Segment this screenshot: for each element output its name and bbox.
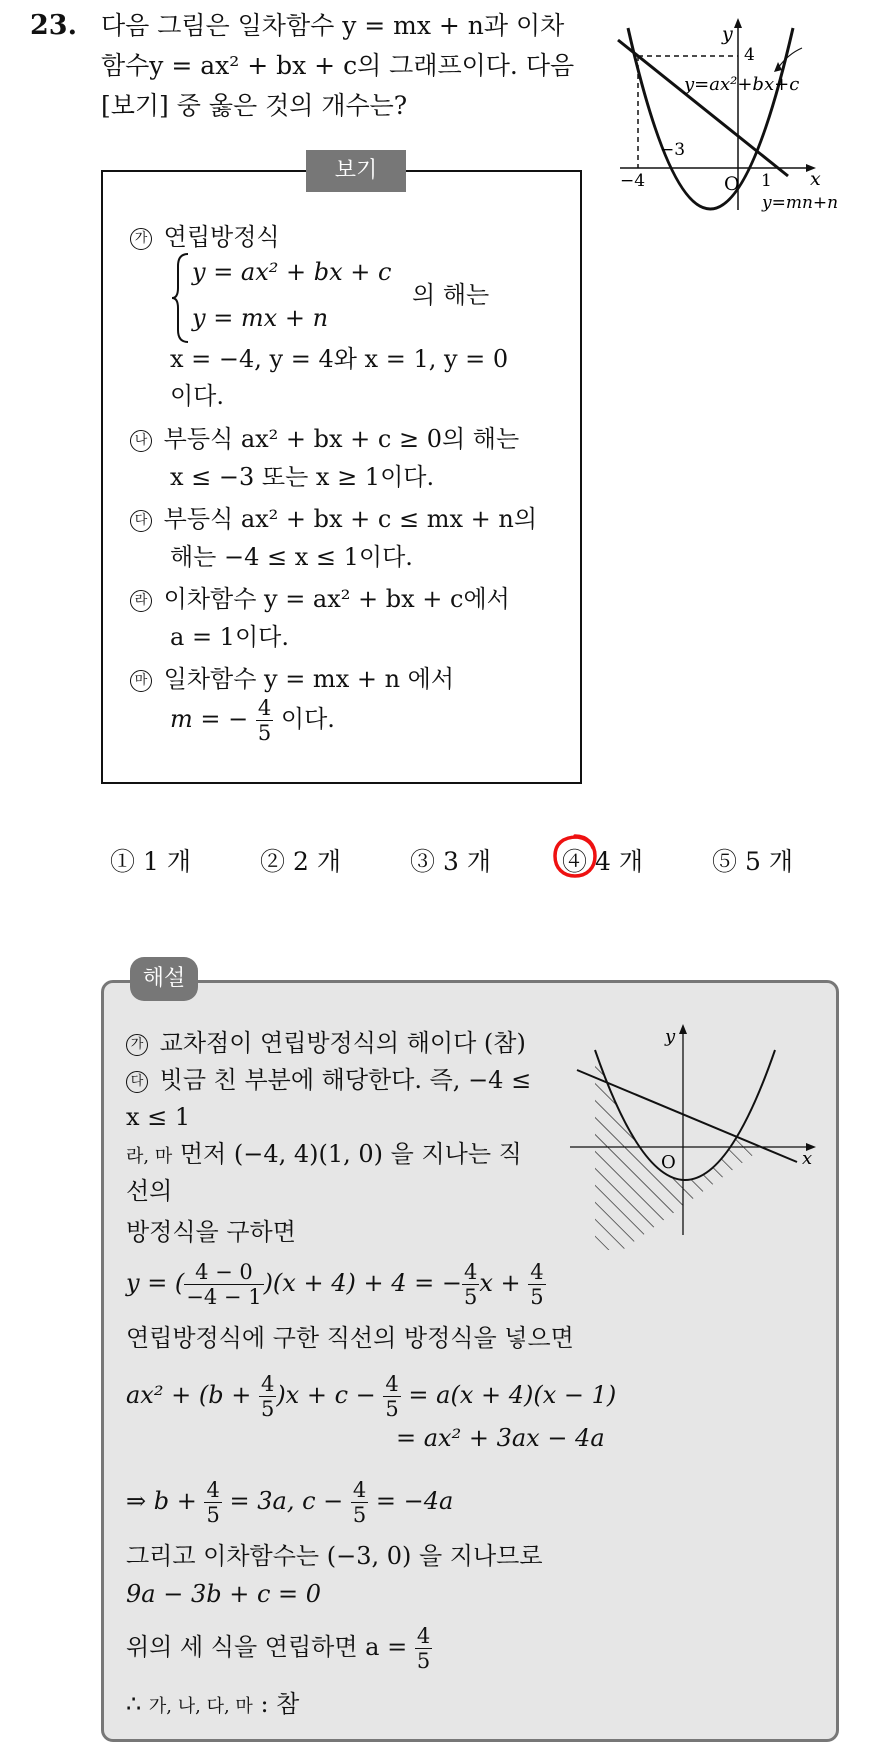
choice-4-marker: ④ <box>562 847 588 876</box>
item-ga <box>130 218 280 256</box>
sol-line-9 <box>126 1372 616 1421</box>
sol-l15-b: : 참 <box>260 1690 300 1718</box>
sol-l7-a: y = ( <box>126 1269 185 1297</box>
marker-ga: 가 <box>130 228 152 250</box>
question-line-3: [보기] 중 옳은 것의 개수는? <box>101 91 408 120</box>
sol-l7-d3: 5 <box>530 1285 544 1309</box>
item-da-line1: 부등식 ax² + bx + c ≤ mx + n의 <box>163 505 538 533</box>
sol-l9-frac2 <box>383 1372 400 1421</box>
bogi-title: 보기 <box>306 150 406 192</box>
ma-num: 4 <box>257 696 272 720</box>
sol-l11-n1: 4 <box>206 1478 220 1502</box>
sol-l9-d1: 5 <box>260 1397 275 1421</box>
choice-1-text: 1 개 <box>142 847 191 876</box>
tick-neg3-label: −3 <box>660 140 686 160</box>
sol-line-5: 선의 <box>126 1177 173 1205</box>
item-ga-line3: 이다. <box>170 382 224 410</box>
sol-l7-d1: −4 − 1 <box>186 1285 262 1309</box>
choice-3-marker: ③ <box>410 847 436 876</box>
sol-line-13: 9a − 3b + c = 0 <box>126 1580 322 1608</box>
sol-l7-b: )(x + 4) + 4 = − <box>263 1269 462 1297</box>
item-na-line2: x ≤ −3 또는 x ≥ 1이다. <box>170 463 435 491</box>
choice-3-text: 3 개 <box>442 847 491 876</box>
item-ga-suffix: 의 해는 <box>412 281 490 309</box>
sol-l14-n: 4 <box>416 1624 431 1648</box>
sol-l9-n1: 4 <box>260 1372 275 1396</box>
choice-5[interactable] <box>712 842 793 878</box>
sol-line-1 <box>126 1025 526 1061</box>
solution-graph <box>565 1020 830 1250</box>
sol-l11-frac2 <box>351 1478 368 1527</box>
marker-na: 나 <box>130 430 152 452</box>
sol-line-10: = ax² + 3ax − 4a <box>396 1424 605 1452</box>
item-na-line1: 부등식 ax² + bx + c ≥ 0의 해는 <box>163 425 520 453</box>
sol-l14-d: 5 <box>416 1649 431 1673</box>
sol-l2: 빗금 친 부분에 해당한다. 즉, −4 ≤ <box>159 1066 532 1094</box>
sol-line-12: 그리고 이차함수는 (−3, 0) 을 지나므로 <box>126 1542 543 1570</box>
choice-5-marker: ⑤ <box>712 847 738 876</box>
sol-line-6: 방정식을 구하면 <box>126 1218 296 1246</box>
item-ra <box>130 580 510 618</box>
sol-l11-c: = −4a <box>375 1487 454 1515</box>
question-line-1: 다음 그림은 일차함수 y = mx + n과 이차 <box>101 11 565 40</box>
sol-l7-frac2 <box>462 1260 479 1309</box>
choice-2-text: 2 개 <box>292 847 341 876</box>
graph-x-label: x <box>810 168 821 190</box>
sol-y-arrow <box>679 1024 687 1034</box>
sol-l7-n1: 4 − 0 <box>184 1260 263 1285</box>
marker-ma: 마 <box>130 670 152 692</box>
sol-y-label: y <box>665 1026 676 1047</box>
line-label: y=mn+n <box>762 193 839 213</box>
sol-l14-frac <box>415 1624 432 1673</box>
sol-l9-a: ax² + (b + <box>126 1381 252 1409</box>
y-axis-arrow <box>734 18 742 28</box>
sol-l1: 교차점이 연립방정식의 해이다 (참) <box>159 1029 526 1057</box>
sol-l11-d1: 5 <box>206 1503 220 1527</box>
sol-line-3: x ≤ 1 <box>126 1103 191 1131</box>
marker-da: 다 <box>130 510 152 532</box>
item-ma-line2 <box>170 696 335 745</box>
ma-suffix: 이다. <box>280 705 335 733</box>
item-da <box>130 500 537 538</box>
tick-1-label: 1 <box>761 171 772 191</box>
sol-l9-b: )x + c − <box>276 1381 376 1409</box>
sol-l9-c: = a(x + 4)(x − 1) <box>408 1381 617 1409</box>
sol-line-8: 연립방정식에 구한 직선의 방정식을 넣으면 <box>126 1324 574 1352</box>
sol-l7-n2: 4 <box>463 1260 478 1284</box>
solution-tag: 해설 <box>130 957 198 1001</box>
selected-circle-icon <box>549 830 601 882</box>
sol-line-11 <box>126 1478 453 1527</box>
choice-1[interactable] <box>110 842 191 878</box>
graph-y-label: y <box>722 23 733 45</box>
tick-neg4-label: −4 <box>620 171 646 191</box>
item-ga-label: 연립방정식 <box>163 223 280 251</box>
sol-l9-frac1 <box>259 1372 276 1421</box>
sol-l9-n2: 4 <box>385 1372 399 1396</box>
sol-l7-frac1 <box>184 1260 263 1309</box>
item-ra-line2: a = 1이다. <box>170 623 289 651</box>
item-na <box>130 420 519 458</box>
sol-l7-frac3 <box>528 1260 545 1309</box>
item-da-line2: 해는 −4 ≤ x ≤ 1이다. <box>170 543 413 571</box>
sol-l11-a: ⇒ b + <box>126 1487 197 1515</box>
item-ma-line1: 일차함수 y = mx + n 에서 <box>163 665 455 693</box>
sol-l7-c: x + <box>479 1269 521 1297</box>
sol-l11-d2: 5 <box>352 1503 367 1527</box>
question-line-2: 함수y = ax² + bx + c의 그래프이다. 다음 <box>101 51 575 80</box>
item-ga-line2: x = −4, y = 4와 x = 1, y = 0 <box>170 345 509 373</box>
sol-l7-n3: 4 <box>530 1260 544 1284</box>
choice-3[interactable] <box>410 842 491 878</box>
sol-l9-d2: 5 <box>385 1397 399 1421</box>
choice-2-marker: ② <box>260 847 286 876</box>
sol-l11-b: = 3a, c − <box>229 1487 344 1515</box>
sol-l11-frac1 <box>204 1478 221 1527</box>
sol-x-label: x <box>802 1148 813 1169</box>
question-number: 23. <box>30 10 77 41</box>
item-ra-line1: 이차함수 y = ax² + bx + c에서 <box>163 585 510 613</box>
parabola-label: y=ax²+bx+c <box>684 74 800 95</box>
sol-l4: 먼저 (−4, 4)(1, 0) 을 지나는 직 <box>179 1140 522 1168</box>
item-ga-eq1: y = ax² + bx + c <box>192 258 392 286</box>
sol-line-15 <box>126 1686 299 1725</box>
sol-line-2 <box>126 1062 531 1098</box>
label-pointer <box>778 48 802 68</box>
hatched-region <box>595 1064 760 1250</box>
problem-graph <box>610 10 880 225</box>
sol-l11-n2: 4 <box>352 1478 367 1502</box>
item-ga-eq2: y = mx + n <box>192 304 329 332</box>
sol-l7-d2: 5 <box>463 1285 478 1309</box>
sol-line-7 <box>126 1260 546 1309</box>
choice-2[interactable] <box>260 842 341 878</box>
sol-marker-ga: 가 <box>126 1034 148 1056</box>
marker-ra: 라 <box>130 590 152 612</box>
sol-l4-markers: 라, 마 <box>126 1146 173 1167</box>
brace-icon <box>170 252 190 344</box>
line-graph <box>618 40 788 176</box>
sol-line-4 <box>126 1136 522 1175</box>
sol-l14-a: 위의 세 식을 연립하면 a = <box>126 1633 408 1661</box>
sol-l15-markers: 가, 나, 다, 마 <box>148 1696 253 1717</box>
sol-marker-da: 다 <box>126 1071 148 1093</box>
choice-4-text: 4 개 <box>594 847 643 876</box>
sol-l15-a: ∴ <box>126 1690 142 1718</box>
ma-prefix: m = − <box>170 705 249 733</box>
choice-1-marker: ① <box>110 847 136 876</box>
item-ma <box>130 660 454 698</box>
graph-origin-label: O <box>724 173 740 195</box>
ma-den: 5 <box>257 721 272 745</box>
sol-origin-label: O <box>661 1152 676 1173</box>
tick-4-label: 4 <box>744 45 755 65</box>
ma-fraction <box>256 696 273 745</box>
choice-5-text: 5 개 <box>744 847 793 876</box>
sol-line-14 <box>126 1624 432 1673</box>
